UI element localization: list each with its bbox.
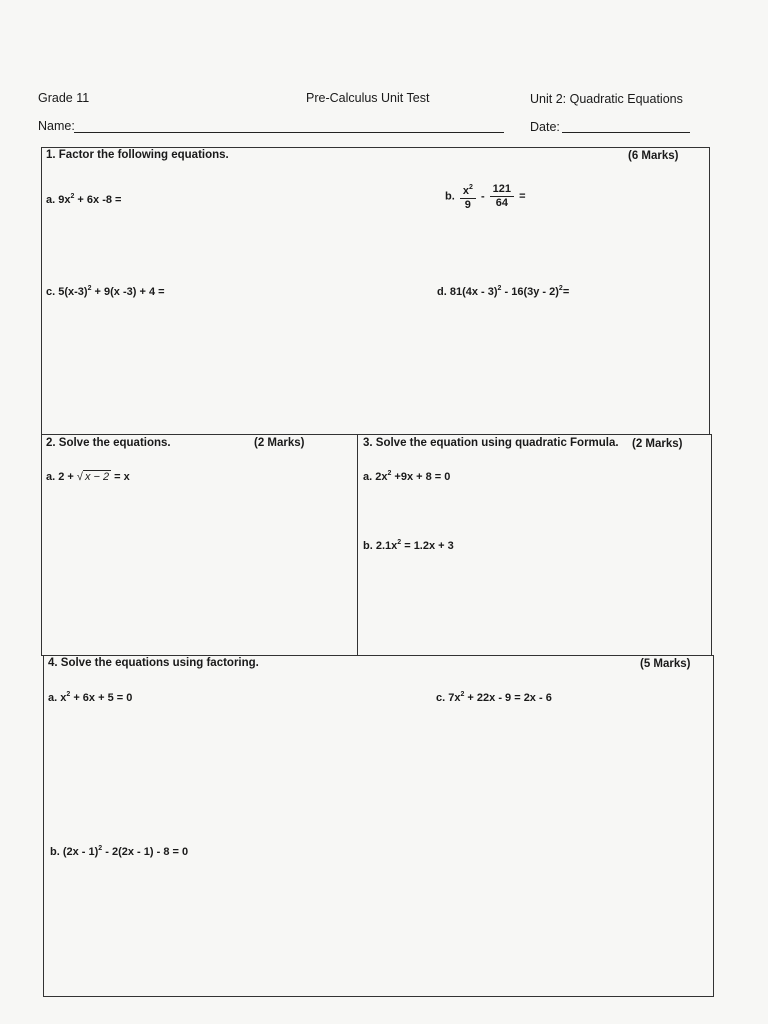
question-4-box [43, 655, 714, 997]
question-2-marks: (2 Marks) [254, 437, 305, 449]
fraction-121-over-64: $\frac{121}{64}$ [490, 183, 514, 210]
question-3b: b. $2.1x^2 = 1.2x + 3$ [363, 539, 454, 552]
date-line [562, 132, 690, 133]
name-label: Name: [38, 119, 75, 133]
question-1a: a. $9x^2 + 6x$ -8 = [46, 193, 122, 206]
name-line [74, 132, 504, 133]
question-3-marks: (2 Marks) [632, 438, 683, 450]
question-4b: b. (2x - 1)$^2$ - 2(2x - 1) - 8 = 0 [50, 845, 189, 858]
date-label: Date: [530, 120, 560, 134]
question-2a: a. 2 + √ x − 2 = x [46, 471, 130, 483]
question-2-title: 2. Solve the equations. [46, 437, 171, 449]
question-2-box [41, 434, 358, 656]
question-4-marks: (5 Marks) [640, 658, 691, 670]
question-4c: c. $7x^2 + 22x - 9 = 2x - 6$ [436, 691, 552, 704]
question-3-title: 3. Solve the equation using quadratic Formula. [363, 437, 619, 449]
fraction-x2-over-9: $\frac{x^2}{9}$ [460, 181, 476, 212]
question-4-title: 4. Solve the equations using factoring. [48, 657, 259, 669]
grade-label: Grade 11 [38, 91, 90, 105]
question-1b: b. $\frac{x^2}{9}$ - $\frac{121}{64}$ = [445, 183, 526, 211]
question-4a: a. $x^2 + 6x + 5 = 0$ [48, 691, 133, 704]
unit-title: Unit 2: Quadratic Equations [530, 92, 683, 106]
question-1d: d. 81(4x - 3)$^2$ - 16(3y - 2)$^2$= [437, 285, 570, 298]
question-1-marks: (6 Marks) [628, 150, 679, 162]
question-3a: a. $2x^2 +9x + 8 = 0$ [363, 470, 451, 483]
question-1-title: 1. Factor the following equations. [46, 149, 229, 161]
square-root: √ x − 2 [76, 471, 110, 483]
course-title: Pre-Calculus Unit Test [306, 91, 430, 105]
question-1c: c. $5(x-3)^2 + 9(x$ -3) + 4 = [46, 285, 165, 298]
